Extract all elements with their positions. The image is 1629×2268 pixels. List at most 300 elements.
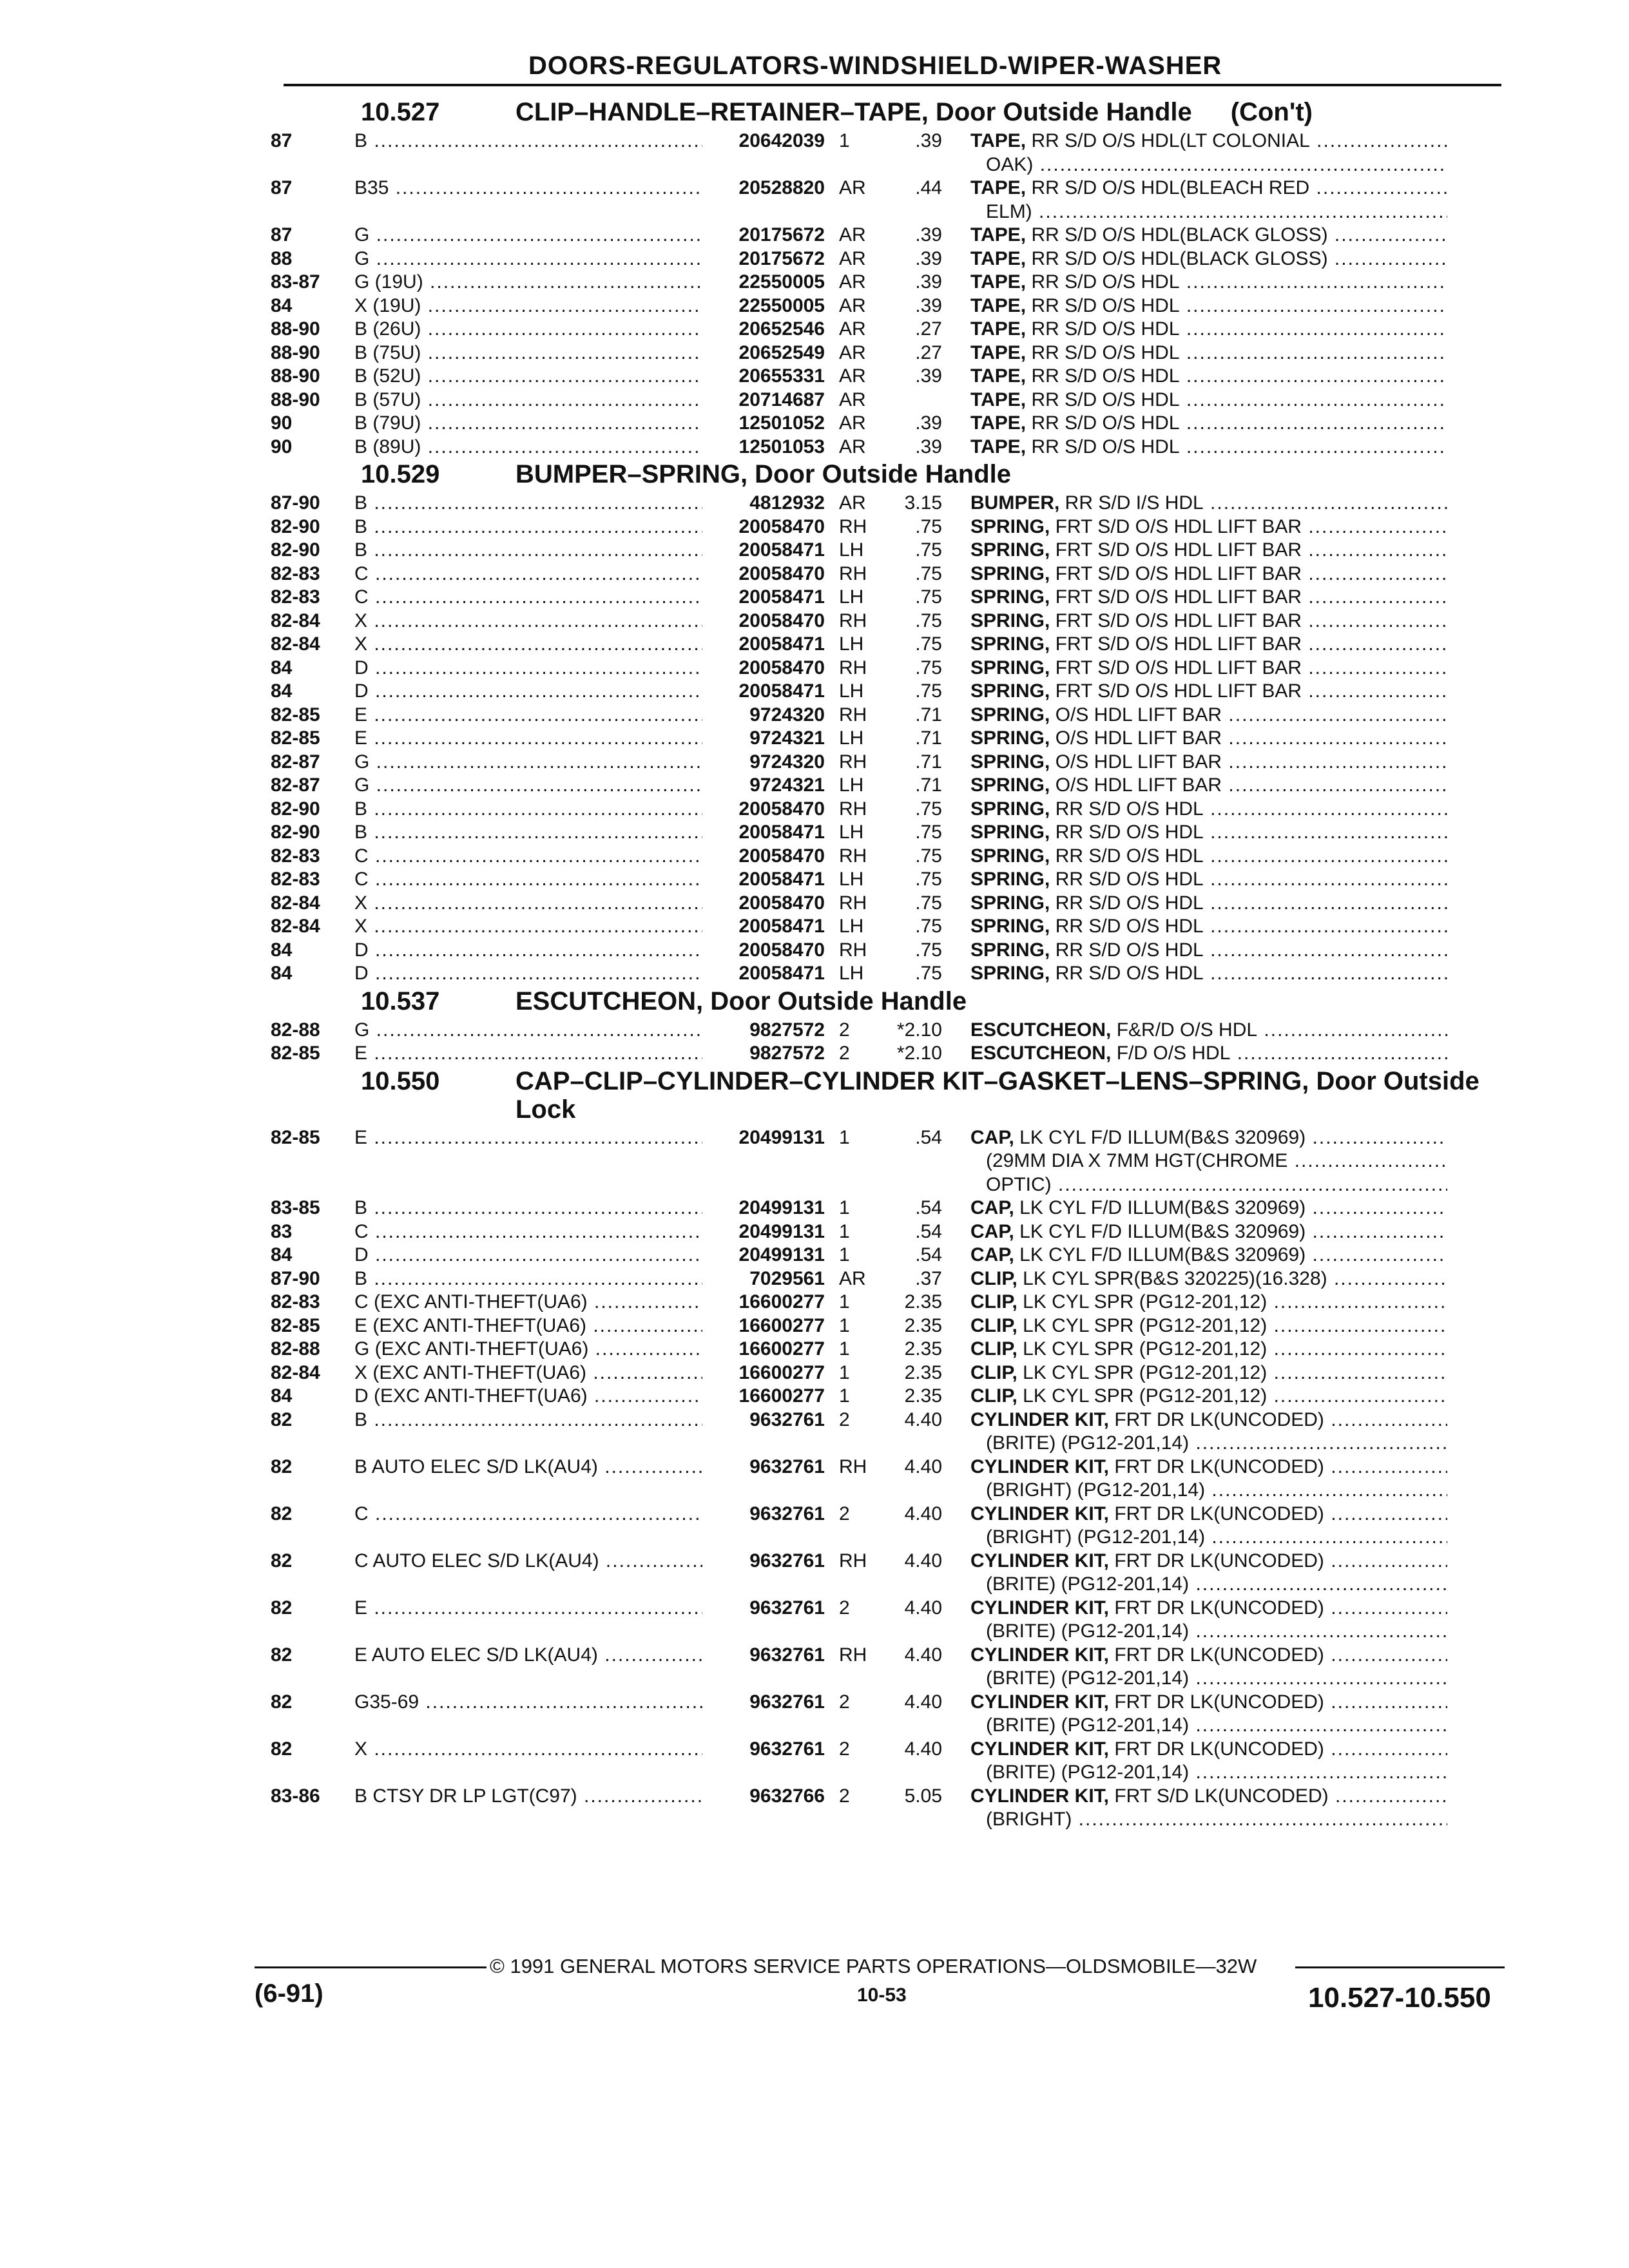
row-price: .39 <box>915 365 942 387</box>
row-model: B AUTO ELEC S/D LK(AU4) ..... <box>354 1456 702 1503</box>
table-row <box>271 821 1508 845</box>
row-years: 84 <box>271 680 293 702</box>
row-description <box>942 1385 1447 1408</box>
row-model: D ..... <box>354 1244 702 1267</box>
row-years: 82-90 <box>271 822 320 843</box>
row-years: 88-90 <box>271 341 320 363</box>
row-years: 87-90 <box>271 492 320 514</box>
row-description <box>942 751 1447 774</box>
row-part-number: 20652549 <box>738 341 825 363</box>
footer-page-number: 10-53 <box>857 1984 907 2006</box>
row-description <box>942 939 1447 963</box>
description-line: (29MM DIA X 7MM HGT(CHROME ..... <box>970 1149 1447 1173</box>
row-quantity: 2 <box>839 1019 850 1041</box>
row-part-number: 9632761 <box>749 1550 825 1571</box>
table-row <box>271 1196 1508 1220</box>
description-line: SPRING, RR S/D O/S HDL ..... <box>970 915 1447 939</box>
description-line: TAPE, RR S/D O/S HDL ..... <box>970 318 1447 341</box>
row-quantity: AR <box>839 365 866 387</box>
row-price: .39 <box>915 412 942 434</box>
row-years: 82-88 <box>271 1019 320 1041</box>
row-model: E AUTO ELEC S/D LK(AU4) ..... <box>354 1644 702 1691</box>
row-description <box>942 130 1447 177</box>
row-years: 87 <box>271 130 293 151</box>
description-line: CYLINDER KIT, FRT S/D LK(UNCODED) ..... <box>970 1785 1447 1809</box>
row-part-number: 20528820 <box>738 177 825 198</box>
section-header <box>271 460 1508 489</box>
row-model: G ..... <box>354 247 702 271</box>
row-part-number: 20058471 <box>738 586 825 608</box>
row-quantity: 1 <box>839 1244 850 1265</box>
row-model: G (19U) ..... <box>354 271 702 294</box>
description-line: OPTIC) ..... <box>970 1173 1447 1197</box>
row-part-number: 12501053 <box>738 436 825 457</box>
table-row <box>271 539 1508 562</box>
row-years: 82 <box>271 1691 293 1713</box>
table-row <box>271 798 1508 822</box>
table-row <box>271 1019 1508 1043</box>
row-description <box>942 821 1447 845</box>
row-price: .39 <box>915 224 942 245</box>
row-part-number: 9724321 <box>749 727 825 749</box>
row-model: B (75U) ..... <box>354 341 702 365</box>
row-part-number: 20058471 <box>738 963 825 984</box>
section-title <box>516 987 1508 1015</box>
row-model: C ..... <box>354 562 702 586</box>
row-part-number: 20058471 <box>738 916 825 937</box>
row-years: 82-83 <box>271 562 320 584</box>
table-row <box>271 1385 1508 1408</box>
row-years: 84 <box>271 963 293 984</box>
row-part-number: 7029561 <box>749 1267 825 1289</box>
table-row <box>271 915 1508 939</box>
table-row <box>271 680 1508 704</box>
row-model: B ..... <box>354 539 702 562</box>
row-description <box>942 1338 1447 1361</box>
row-model: B ..... <box>354 492 702 515</box>
row-quantity: RH <box>839 751 867 773</box>
row-description <box>942 436 1447 459</box>
row-model: B (89U) ..... <box>354 436 702 459</box>
row-price: .71 <box>915 704 942 726</box>
row-description <box>942 247 1447 271</box>
description-line: CAP, LK CYL F/D ILLUM(B&S 320969) ..... <box>970 1196 1447 1220</box>
description-line: CYLINDER KIT, FRT DR LK(UNCODED) ..... <box>970 1738 1447 1762</box>
table-row <box>271 1361 1508 1385</box>
row-model: D ..... <box>354 939 702 963</box>
row-years: 88-90 <box>271 318 320 340</box>
table-row <box>271 892 1508 916</box>
description-line: CLIP, LK CYL SPR(B&S 320225)(16.328) ..... <box>970 1267 1447 1291</box>
row-part-number: 20058471 <box>738 822 825 843</box>
row-quantity: AR <box>839 224 866 245</box>
row-price: 4.40 <box>904 1503 942 1524</box>
row-price: .27 <box>915 341 942 363</box>
section-title <box>516 1067 1508 1124</box>
description-line: TAPE, RR S/D O/S HDL ..... <box>970 389 1447 412</box>
row-description <box>942 389 1447 412</box>
row-model: G ..... <box>354 774 702 798</box>
row-price: .75 <box>915 680 942 702</box>
row-years: 82-85 <box>271 1043 320 1064</box>
description-line: TAPE, RR S/D O/S HDL ..... <box>970 341 1447 365</box>
row-part-number: 16600277 <box>738 1361 825 1383</box>
description-line: CYLINDER KIT, FRT DR LK(UNCODED) ..... <box>970 1550 1447 1573</box>
footer-copyright: © 1991 GENERAL MOTORS SERVICE PARTS OPERATIONS—OLDSMOBILE—32W <box>490 1955 1257 1977</box>
table-row <box>271 751 1508 774</box>
row-model: B ..... <box>354 1196 702 1220</box>
row-quantity: LH <box>839 633 864 655</box>
description-line: CAP, LK CYL F/D ILLUM(B&S 320969) ..... <box>970 1126 1447 1150</box>
row-quantity: AR <box>839 271 866 293</box>
section-title-text: CLIP–HANDLE–RETAINER–TAPE, Door Outside Handle <box>516 98 1192 126</box>
table-row <box>271 1267 1508 1291</box>
description-line: TAPE, RR S/D O/S HDL ..... <box>970 294 1447 318</box>
description-line: CYLINDER KIT, FRT DR LK(UNCODED) ..... <box>970 1456 1447 1479</box>
row-years: 82 <box>271 1550 293 1571</box>
row-model: B (26U) ..... <box>354 318 702 341</box>
table-row <box>271 774 1508 798</box>
row-model: B (79U) ..... <box>354 412 702 436</box>
row-price: .27 <box>915 318 942 340</box>
description-line: ESCUTCHEON, F&R/D O/S HDL ..... <box>970 1019 1447 1043</box>
description-line: CYLINDER KIT, FRT DR LK(UNCODED) ..... <box>970 1691 1447 1715</box>
row-years: 82-85 <box>271 1126 320 1148</box>
row-price: .71 <box>915 774 942 796</box>
row-quantity: 1 <box>839 1291 850 1312</box>
section-number: 10.529 <box>361 460 440 488</box>
row-price: .54 <box>915 1220 942 1242</box>
row-price: 4.40 <box>904 1456 942 1477</box>
row-years: 90 <box>271 412 293 434</box>
row-description <box>942 1220 1447 1244</box>
row-price: .54 <box>915 1126 942 1148</box>
row-quantity: 1 <box>839 1338 850 1360</box>
description-line: ELM) ..... <box>970 200 1447 224</box>
section-rows <box>271 1019 1508 1066</box>
description-line: SPRING, RR S/D O/S HDL ..... <box>970 962 1447 986</box>
row-quantity: AR <box>839 177 866 198</box>
row-description <box>942 412 1447 436</box>
table-row <box>271 1785 1508 1832</box>
row-part-number: 9632766 <box>749 1785 825 1807</box>
description-line: SPRING, RR S/D O/S HDL ..... <box>970 845 1447 869</box>
description-line: SPRING, RR S/D O/S HDL ..... <box>970 798 1447 822</box>
footer-range: 10.527-10.550 <box>1308 1982 1491 2013</box>
row-price: *2.10 <box>896 1019 942 1041</box>
row-model: D ..... <box>354 962 702 986</box>
row-model: B ..... <box>354 130 702 177</box>
row-price: 2.35 <box>904 1385 942 1407</box>
table-row <box>271 727 1508 751</box>
table-row <box>271 1456 1508 1503</box>
row-description <box>942 1267 1447 1291</box>
section-title-text: CAP–CLIP–CYLINDER–CYLINDER KIT–GASKET–LENS–SPRING, Door Outside Lock <box>516 1066 1480 1124</box>
description-line: TAPE, RR S/D O/S HDL ..... <box>970 436 1447 459</box>
row-quantity: AR <box>839 1267 866 1289</box>
row-years: 88 <box>271 247 293 269</box>
row-price: .75 <box>915 845 942 867</box>
table-row <box>271 1126 1508 1197</box>
row-years: 82-83 <box>271 1291 320 1312</box>
row-description <box>942 1196 1447 1220</box>
row-years: 82 <box>271 1738 293 1760</box>
row-part-number: 20175672 <box>738 247 825 269</box>
header-rule <box>284 84 1501 86</box>
row-description <box>942 727 1447 751</box>
description-line: CYLINDER KIT, FRT DR LK(UNCODED) ..... <box>970 1408 1447 1432</box>
row-description <box>942 1042 1447 1066</box>
row-description <box>942 1408 1447 1456</box>
row-price: .75 <box>915 822 942 843</box>
row-years: 90 <box>271 436 293 457</box>
description-line: SPRING, FRT S/D O/S HDL LIFT BAR ..... <box>970 586 1447 610</box>
row-model: B CTSY DR LP LGT(C97) ..... <box>354 1785 702 1832</box>
table-row <box>271 657 1508 680</box>
row-model: B35 ..... <box>354 177 702 224</box>
row-part-number: 20058470 <box>738 562 825 584</box>
table-row <box>271 845 1508 869</box>
table-row <box>271 247 1508 271</box>
row-model: C ..... <box>354 1220 702 1244</box>
row-quantity: 1 <box>839 1385 850 1407</box>
row-quantity: RH <box>839 515 867 537</box>
section-number: 10.550 <box>361 1066 440 1095</box>
row-part-number: 4812932 <box>749 492 825 514</box>
row-description <box>942 1785 1447 1832</box>
description-line: SPRING, FRT S/D O/S HDL LIFT BAR ..... <box>970 610 1447 633</box>
row-part-number: 9827572 <box>749 1043 825 1064</box>
row-model: E ..... <box>354 1597 702 1644</box>
section-number: 10.527 <box>361 98 440 126</box>
description-line: ESCUTCHEON, F/D O/S HDL ..... <box>970 1042 1447 1066</box>
row-price: .44 <box>915 177 942 198</box>
row-quantity: RH <box>839 562 867 584</box>
row-price: .37 <box>915 1267 942 1289</box>
description-line: OAK) ..... <box>970 153 1447 177</box>
row-years: 82-83 <box>271 586 320 608</box>
row-years: 82-84 <box>271 892 320 914</box>
table-row <box>271 1220 1508 1244</box>
row-quantity: 1 <box>839 1361 850 1383</box>
description-line: (BRIGHT) (PG12-201,14) ..... <box>970 1479 1447 1503</box>
description-line: CAP, LK CYL F/D ILLUM(B&S 320969) ..... <box>970 1244 1447 1267</box>
table-row <box>271 224 1508 247</box>
row-years: 82-87 <box>271 751 320 773</box>
description-line: (BRITE) (PG12-201,14) ..... <box>970 1573 1447 1597</box>
row-quantity: AR <box>839 436 866 457</box>
row-years: 83-86 <box>271 1785 320 1807</box>
row-years: 84 <box>271 939 293 961</box>
row-part-number: 9632761 <box>749 1738 825 1760</box>
row-quantity: RH <box>839 1456 867 1477</box>
table-row <box>271 1644 1508 1691</box>
row-price: 4.40 <box>904 1408 942 1430</box>
description-line: CLIP, LK CYL SPR (PG12-201,12) ..... <box>970 1361 1447 1385</box>
row-price: .39 <box>915 130 942 151</box>
row-years: 84 <box>271 1385 293 1407</box>
row-quantity: 2 <box>839 1691 850 1713</box>
row-quantity: LH <box>839 586 864 608</box>
row-description <box>942 1644 1447 1691</box>
description-line: SPRING, FRT S/D O/S HDL LIFT BAR ..... <box>970 657 1447 680</box>
row-part-number: 20499131 <box>738 1244 825 1265</box>
description-line: SPRING, FRT S/D O/S HDL LIFT BAR ..... <box>970 562 1447 586</box>
row-quantity: RH <box>839 939 867 961</box>
table-row <box>271 939 1508 963</box>
row-price: 2.35 <box>904 1361 942 1383</box>
row-years: 88-90 <box>271 365 320 387</box>
table-row <box>271 1042 1508 1066</box>
table-row <box>271 610 1508 633</box>
row-price: 4.40 <box>904 1738 942 1760</box>
row-price: 2.35 <box>904 1291 942 1312</box>
row-price: .75 <box>915 892 942 914</box>
table-row <box>271 1503 1508 1550</box>
row-years: 82-85 <box>271 727 320 749</box>
row-quantity: 2 <box>839 1043 850 1064</box>
description-line: SPRING, RR S/D O/S HDL ..... <box>970 939 1447 963</box>
row-years: 88-90 <box>271 389 320 410</box>
section-title <box>516 460 1508 488</box>
row-years: 82-84 <box>271 916 320 937</box>
row-price: 2.35 <box>904 1314 942 1336</box>
description-line: TAPE, RR S/D O/S HDL(BLACK GLOSS) ..... <box>970 224 1447 247</box>
row-model: B ..... <box>354 821 702 845</box>
row-part-number: 9724320 <box>749 704 825 726</box>
row-quantity: AR <box>839 341 866 363</box>
table-row <box>271 515 1508 539</box>
row-description <box>942 1503 1447 1550</box>
row-quantity: 1 <box>839 1126 850 1148</box>
row-model: D ..... <box>354 657 702 680</box>
row-description <box>942 1597 1447 1644</box>
row-price: 4.40 <box>904 1691 942 1713</box>
description-line: (BRITE) (PG12-201,14) ..... <box>970 1667 1447 1691</box>
row-quantity: AR <box>839 492 866 514</box>
row-quantity: AR <box>839 412 866 434</box>
row-model: B ..... <box>354 1267 702 1291</box>
row-years: 87-90 <box>271 1267 320 1289</box>
row-part-number: 16600277 <box>738 1385 825 1407</box>
row-price: .39 <box>915 271 942 293</box>
row-part-number: 20642039 <box>738 130 825 151</box>
row-years: 82-84 <box>271 1361 320 1383</box>
row-price: 3.15 <box>904 492 942 514</box>
row-years: 82 <box>271 1644 293 1666</box>
table-row <box>271 365 1508 389</box>
description-line: CLIP, LK CYL SPR (PG12-201,12) ..... <box>970 1291 1447 1314</box>
row-part-number: 20714687 <box>738 389 825 410</box>
row-description <box>942 610 1447 633</box>
row-model: E ..... <box>354 704 702 727</box>
row-description <box>942 177 1447 224</box>
row-part-number: 16600277 <box>738 1338 825 1360</box>
row-model: B ..... <box>354 798 702 822</box>
row-part-number: 20058470 <box>738 798 825 820</box>
row-years: 82-88 <box>271 1338 320 1360</box>
row-price: 5.05 <box>904 1785 942 1807</box>
row-description <box>942 845 1447 869</box>
row-quantity: LH <box>839 822 864 843</box>
row-part-number: 20058470 <box>738 657 825 678</box>
description-line: (BRIGHT) ..... <box>970 1808 1447 1832</box>
section-rows <box>271 492 1508 986</box>
row-description <box>942 271 1447 294</box>
row-model: X ..... <box>354 1738 702 1785</box>
row-quantity: LH <box>839 774 864 796</box>
row-quantity: LH <box>839 680 864 702</box>
row-description <box>942 341 1447 365</box>
table-row <box>271 294 1508 318</box>
row-description <box>942 1691 1447 1738</box>
description-line: SPRING, FRT S/D O/S HDL LIFT BAR ..... <box>970 539 1447 562</box>
row-description <box>942 774 1447 798</box>
section-header <box>271 1067 1508 1124</box>
row-part-number: 22550005 <box>738 271 825 293</box>
row-years: 82 <box>271 1503 293 1524</box>
row-quantity: RH <box>839 1550 867 1571</box>
table-row <box>271 868 1508 892</box>
row-part-number: 20175672 <box>738 224 825 245</box>
row-quantity: AR <box>839 389 866 410</box>
description-line: CYLINDER KIT, FRT DR LK(UNCODED) ..... <box>970 1597 1447 1620</box>
row-model: X ..... <box>354 633 702 657</box>
row-part-number: 20058471 <box>738 680 825 702</box>
description-line: TAPE, RR S/D O/S HDL(BLACK GLOSS) ..... <box>970 247 1447 271</box>
table-row <box>271 1550 1508 1597</box>
row-years: 83-87 <box>271 271 320 293</box>
description-line: TAPE, RR S/D O/S HDL ..... <box>970 412 1447 436</box>
row-years: 84 <box>271 657 293 678</box>
row-model: G ..... <box>354 751 702 774</box>
description-line: BUMPER, RR S/D I/S HDL ..... <box>970 492 1447 515</box>
row-years: 82-90 <box>271 539 320 561</box>
row-description <box>942 892 1447 916</box>
row-model: X (EXC ANTI-THEFT(UA6) ..... <box>354 1361 702 1385</box>
row-price: .39 <box>915 294 942 316</box>
row-part-number: 20499131 <box>738 1220 825 1242</box>
row-price <box>884 389 942 412</box>
row-part-number: 20058470 <box>738 610 825 631</box>
row-model: D ..... <box>354 680 702 704</box>
row-quantity: LH <box>839 916 864 937</box>
description-line: CYLINDER KIT, FRT DR LK(UNCODED) ..... <box>970 1644 1447 1667</box>
row-years: 82 <box>271 1456 293 1477</box>
section-title <box>516 98 1508 126</box>
table-row <box>271 1338 1508 1361</box>
row-years: 82-90 <box>271 515 320 537</box>
row-price: .54 <box>915 1244 942 1265</box>
row-model: E ..... <box>354 1042 702 1066</box>
row-part-number: 20499131 <box>738 1126 825 1148</box>
row-price: .54 <box>915 1197 942 1218</box>
table-row <box>271 1408 1508 1456</box>
row-years: 83 <box>271 1220 293 1242</box>
description-line: (BRITE) (PG12-201,14) ..... <box>970 1714 1447 1738</box>
row-quantity: LH <box>839 727 864 749</box>
row-part-number: 9632761 <box>749 1503 825 1524</box>
description-line: CLIP, LK CYL SPR (PG12-201,12) ..... <box>970 1314 1447 1338</box>
row-description <box>942 1314 1447 1338</box>
footer-rule-right <box>1295 1966 1505 1968</box>
section-header <box>271 98 1508 127</box>
description-line: SPRING, RR S/D O/S HDL ..... <box>970 821 1447 845</box>
row-years: 87 <box>271 224 293 245</box>
row-model: X ..... <box>354 915 702 939</box>
row-quantity: RH <box>839 704 867 726</box>
description-line: SPRING, RR S/D O/S HDL ..... <box>970 868 1447 892</box>
